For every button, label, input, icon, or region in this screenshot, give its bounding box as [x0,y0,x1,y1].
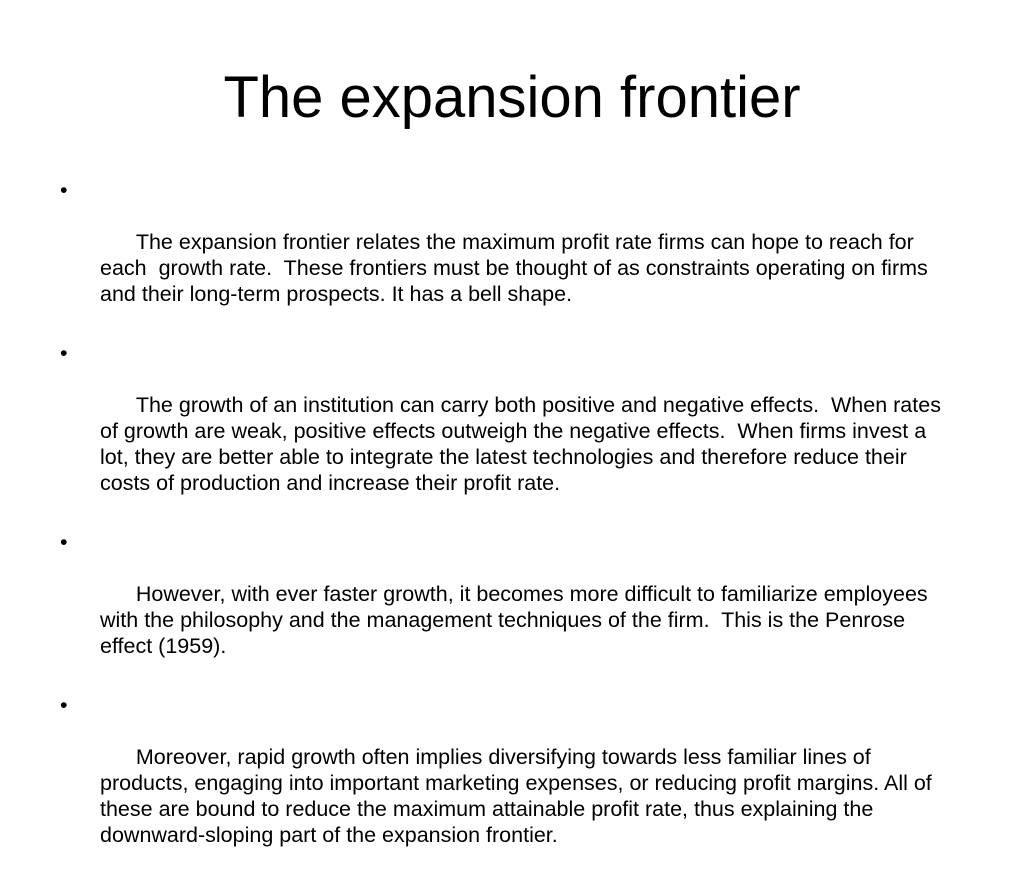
bullet-icon: • [60,530,68,554]
bullet-list [60,177,960,881]
bullet-icon: • [60,693,68,717]
bullet-item-1 [60,177,960,333]
bullet-text: The growth of an institution can carry both positive and negative effects. When rates of growth are weak, positive effects outweigh the negative effects. When firms invest a lot, they are better able to integrate the latest technologies and therefore reduce their costs of production and increase their profit rate. [100,393,947,495]
slide-title: The expansion frontier [223,65,801,130]
bullet-icon: • [60,178,68,202]
bullet-text: However, with ever faster growth, it becomes more difficult to familiarize employees with the philosophy and the management techniques of the firm. This is the Penrose effect (1959). [100,582,934,658]
bullet-item-3 [60,529,960,685]
bullet-item-2 [60,340,960,522]
bullet-item-4 [60,692,960,874]
bullet-text: The expansion frontier relates the maximum profit rate firms can hope to reach for each growth rate. These frontiers must be thought of as constraints operating on firms and their long-term prospects. It has a bell shape. [100,230,934,306]
bullet-text: Moreover, rapid growth often implies diversifying towards less familiar lines of products, engaging into important marketing expenses, or reducing profit margins. All of these are bound to reduce the maximum attainable profit rate, thus explaining the downward-sloping part of the expansion frontier. [100,745,938,847]
bullet-icon: • [60,341,68,365]
